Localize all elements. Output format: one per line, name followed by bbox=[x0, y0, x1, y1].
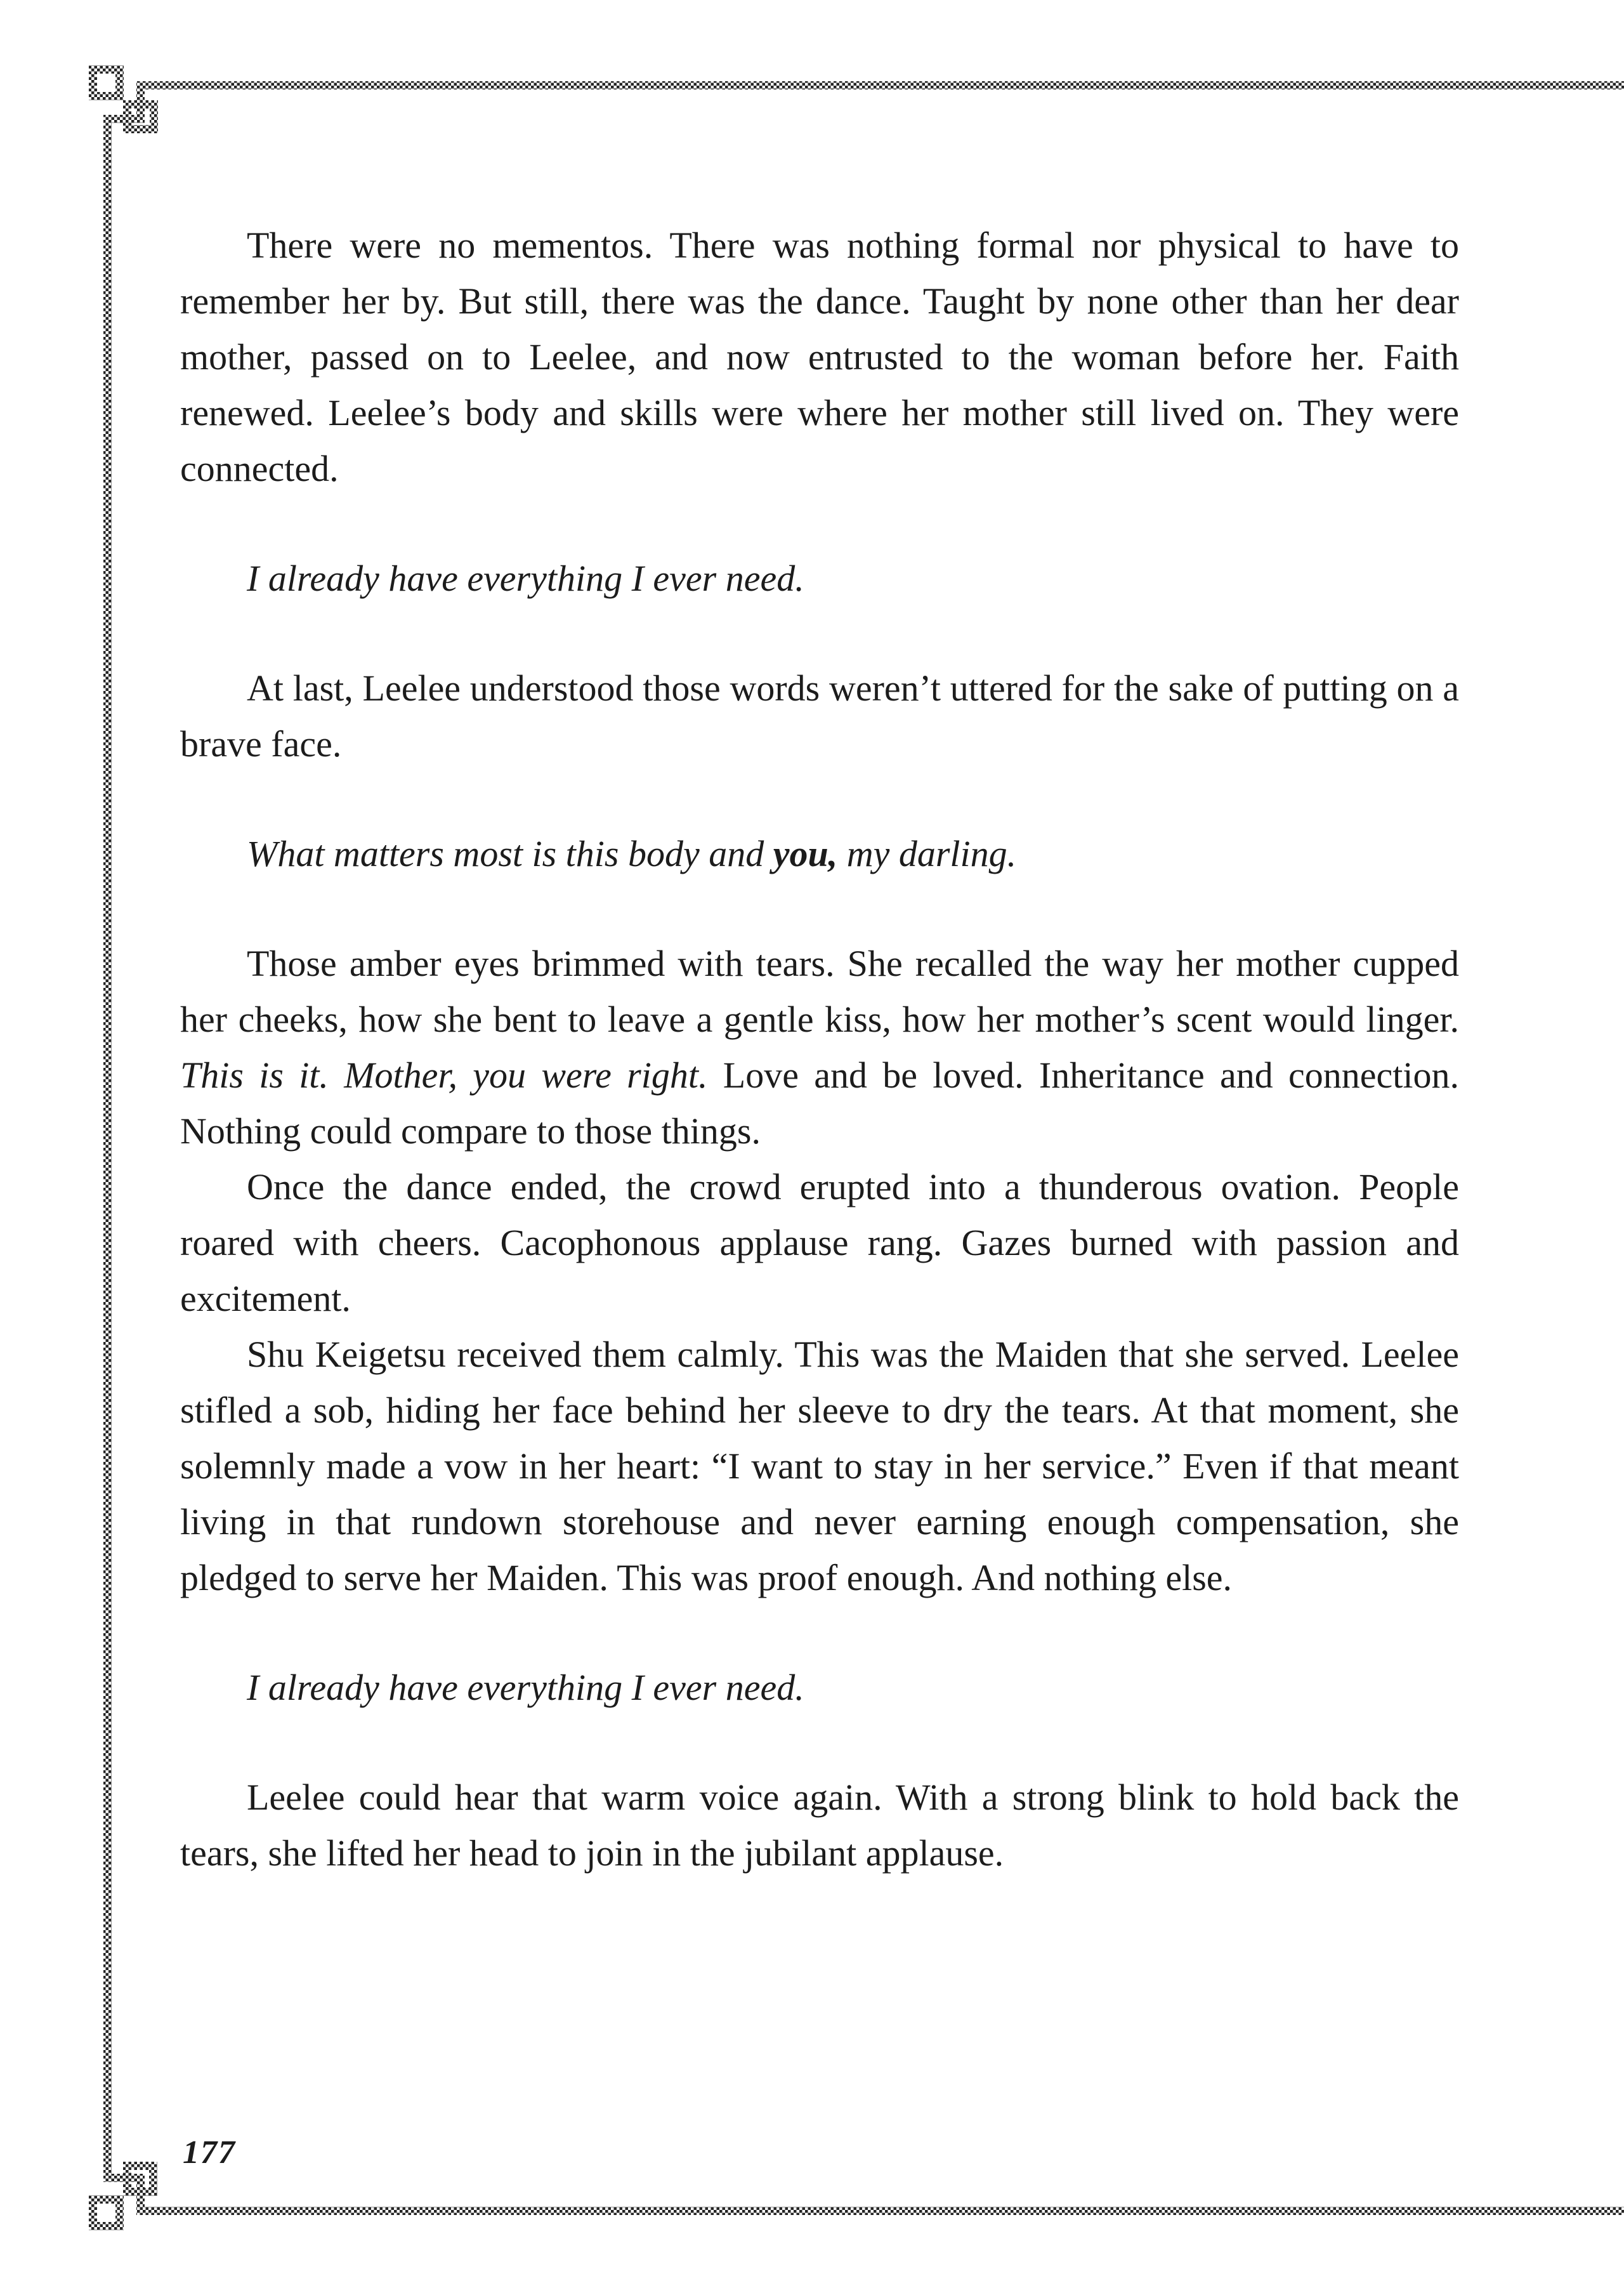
text-segment: my darling. bbox=[837, 833, 1017, 874]
text-segment: Leelee could hear that warm voice again. With a strong blink to hold back the tears, she lifted her head to join in the jubilant applause. bbox=[180, 1777, 1459, 1874]
inset-line bbox=[180, 1660, 1459, 1716]
text-segment: I already have everything I ever need. bbox=[247, 558, 804, 599]
text-segment: What matters most is this body and bbox=[247, 833, 773, 874]
text-segment: I already have everything I ever need. bbox=[247, 1667, 804, 1708]
inset-line bbox=[180, 826, 1459, 882]
corner-ornament-square-icon bbox=[93, 70, 120, 96]
page-number: 177 bbox=[183, 2134, 236, 2171]
text-segment: Those amber eyes brimmed with tears. She recalled the way her mother cupped her cheeks, how she bent to leave a gentle kiss, how her mother’s scent would linger. bbox=[180, 943, 1459, 1040]
corner-ornament-square-icon bbox=[128, 105, 154, 129]
paragraph bbox=[180, 1159, 1459, 1327]
text-segment: Shu Keigetsu received them calmly. This was the Maiden that she served. Leelee stifled a sob, hiding her face behind her sleeve to dry the tears. At that moment, she solemnly made a vow in her heart: “I want to stay in her service.” Even if that meant living in that rundown storehouse and never earning enough compensation, she pledged to serve her Maiden. This was proof enough. And nothing else. bbox=[180, 1334, 1459, 1598]
paragraph bbox=[180, 936, 1459, 1159]
corner-ornament-square-icon bbox=[93, 2200, 120, 2226]
inset-line bbox=[180, 551, 1459, 607]
corner-ornament-square-icon bbox=[128, 2166, 154, 2192]
text-segment: you, bbox=[773, 833, 838, 874]
paragraph bbox=[180, 661, 1459, 772]
text-segment: At last, Leelee understood those words weren’t uttered for the sake of putting on a brave face. bbox=[180, 667, 1459, 765]
paragraph bbox=[180, 218, 1459, 497]
text-segment: There were no mementos. There was nothing formal nor physical to have to remember her by. But still, there was the dance. Taught by none other than her dear mother, passed on to Leelee, and now entrusted to the woman before her. Faith renewed. Leelee’s body and skills were where her mother still lived on. They were connected. bbox=[180, 225, 1459, 489]
paragraph bbox=[180, 1770, 1459, 1881]
paragraph bbox=[180, 1327, 1459, 1606]
text-segment: This is it. Mother, you were right. bbox=[180, 1055, 708, 1096]
text-segment: Love and be loved. Inheritance and connection. Nothing could compare to those things. bbox=[180, 1055, 1460, 1152]
text-segment: Once the dance ended, the crowd erupted into a thunderous ovation. People roared with cheers. Cacophonous applause rang. Gazes burned with passion and excitement. bbox=[180, 1166, 1459, 1319]
page-text bbox=[180, 218, 1459, 1881]
